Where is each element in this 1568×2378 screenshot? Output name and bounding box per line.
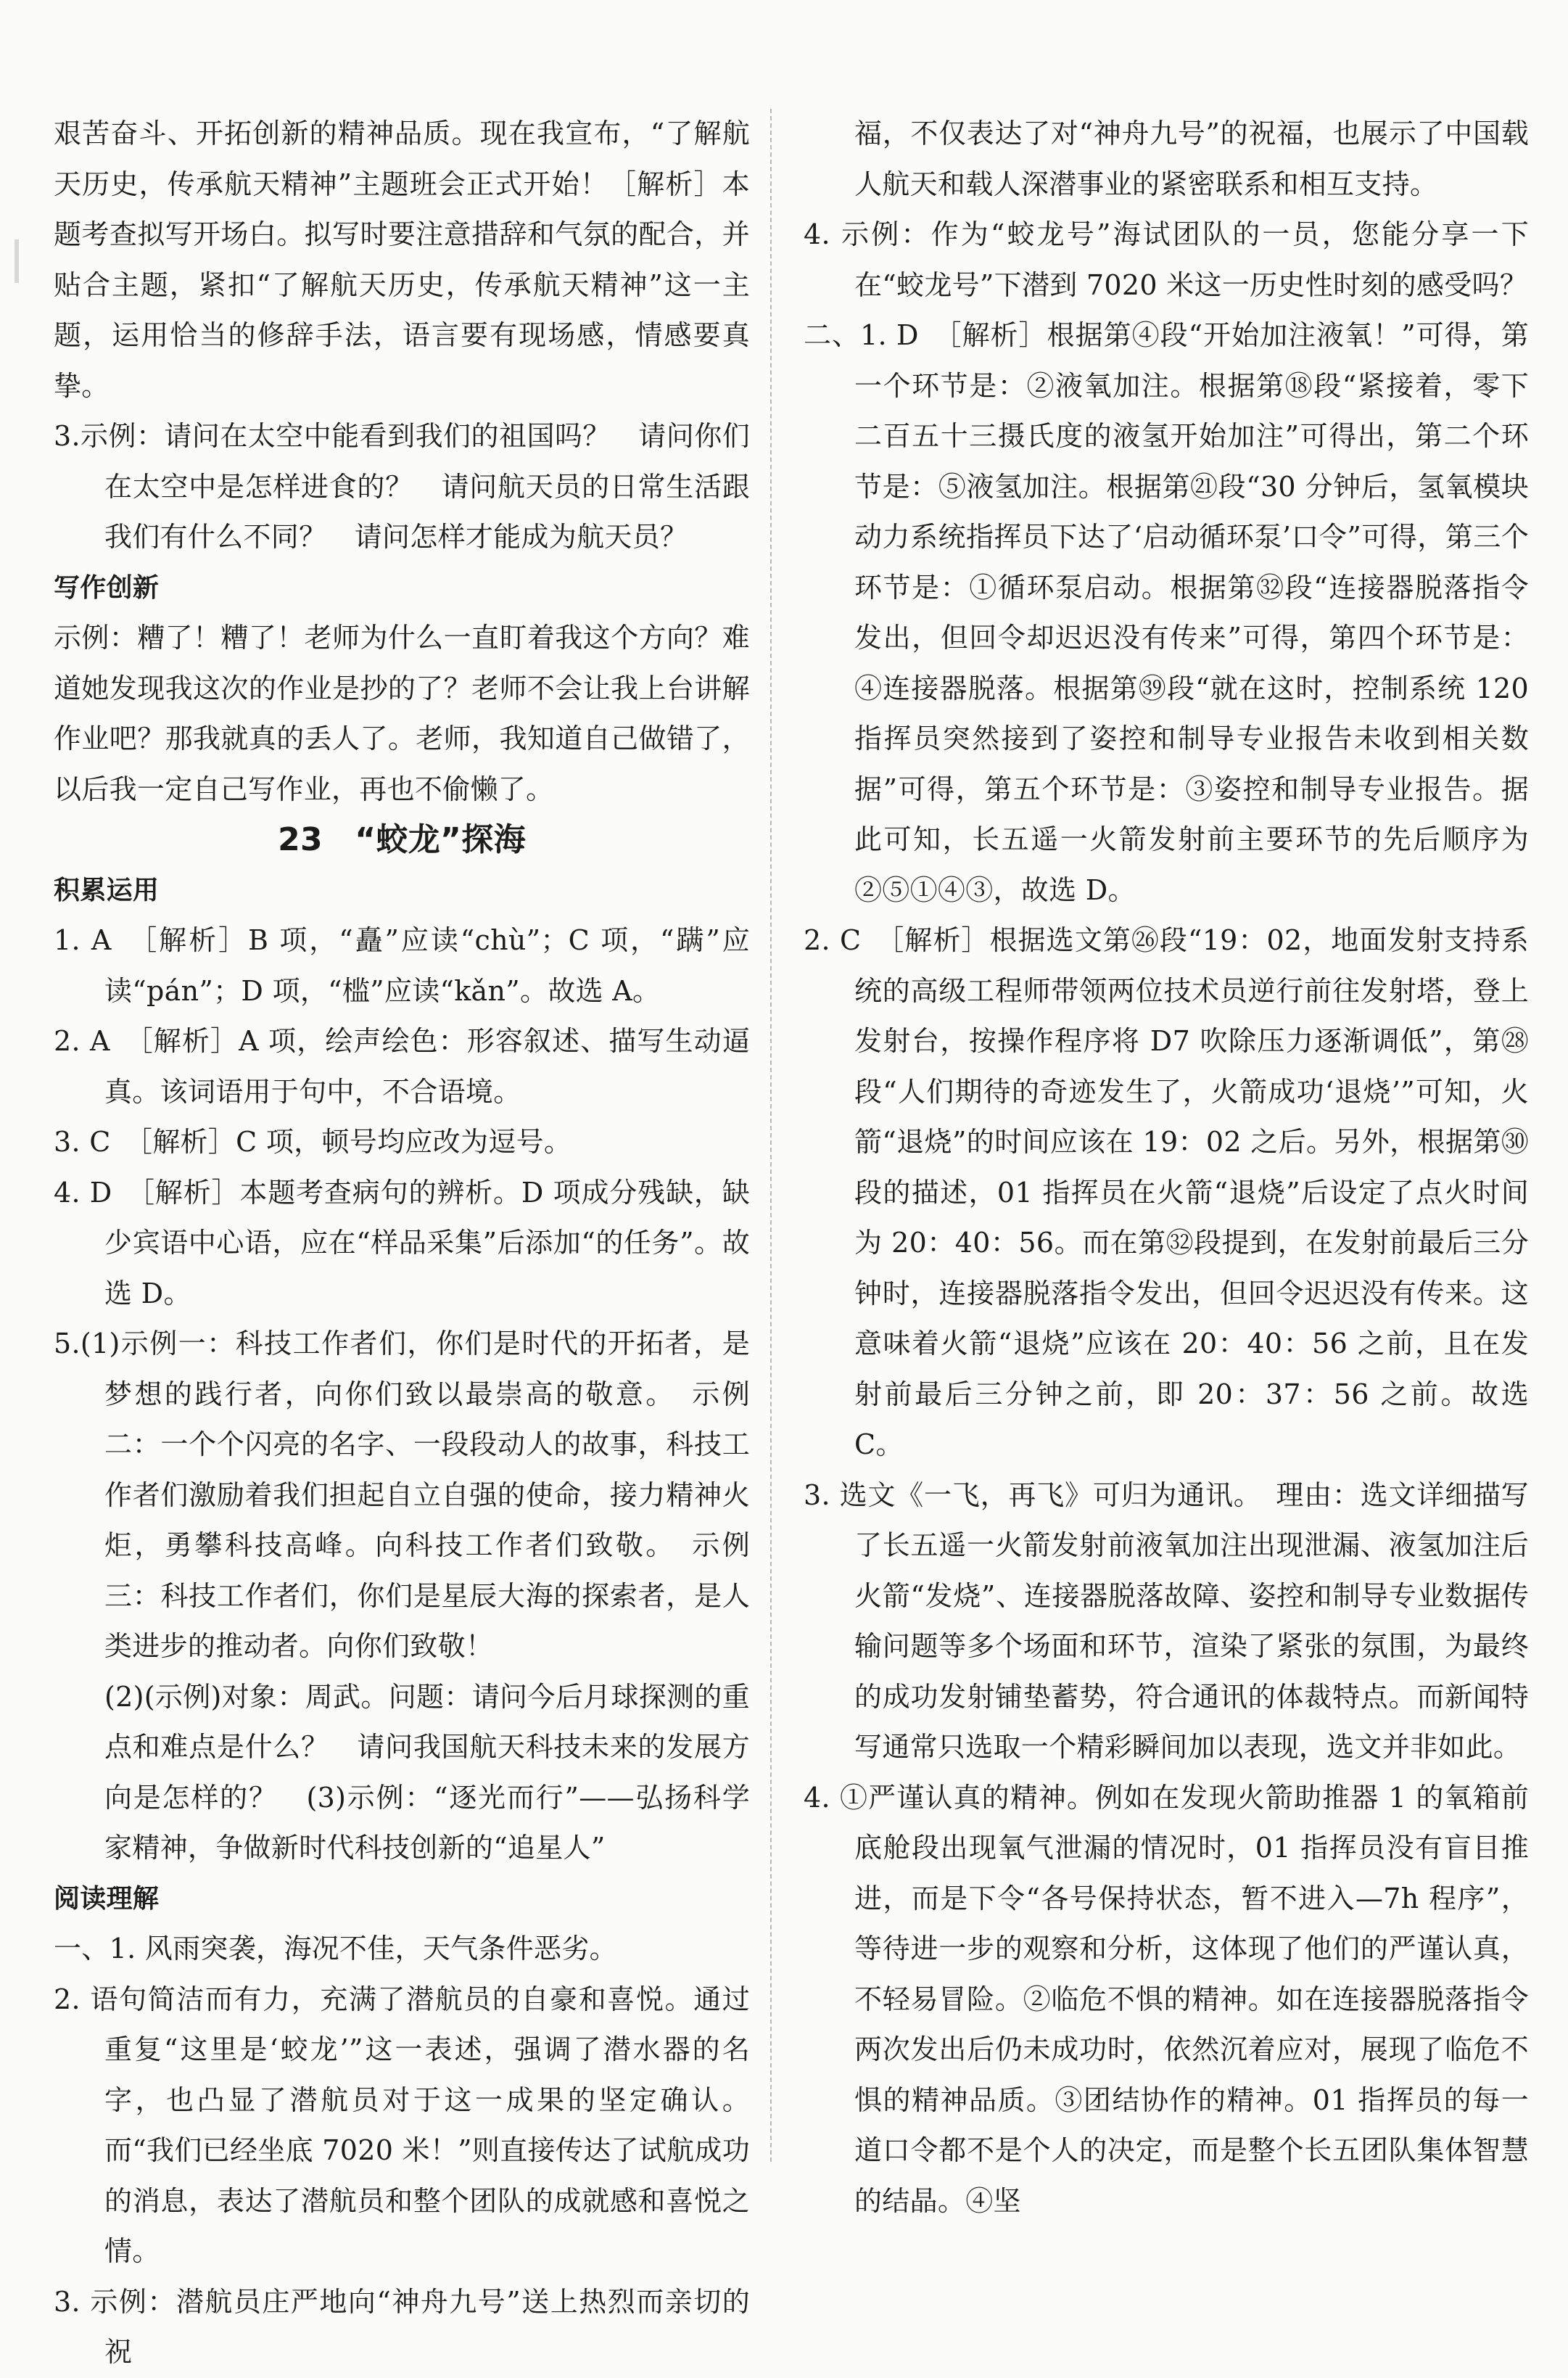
section2-question-3: 3. 选文《一飞，再飞》可归为通讯。 理由：选文详细描写了长五遥一火箭发射前液氧加注出现泄漏、液氢加注后火箭“发烧”、连接器脱落故障、姿控和制导专业数据传输问题等多个场面和环节，渲染了紧张的氛围，为最终的成功发射铺垫蓄势，符合通讯的体裁特点。而新闻特写通常只选取一个精彩瞬间加以表现，选文并非如此。 bbox=[804, 1478, 1529, 1763]
question-1: 1. A ［解析］B 项，“矗”应读“chù”；C 项，“蹒”应读“pán”；D 项，“槛”应读“kǎn”。故选 A。 bbox=[54, 924, 750, 1007]
reading-3-continuation: 福，不仅表达了对“神舟九号”的祝福，也展示了中国载人航天和载人深潜事业的紧密联系和相互支持。 bbox=[854, 118, 1529, 200]
reading-1: 一、1. 风雨突袭，海况不佳，天气条件恶劣。 bbox=[54, 1933, 617, 1964]
question-3: 3. C ［解析］C 项，顿号均应改为逗号。 bbox=[54, 1126, 572, 1158]
reading-3: 3. 示例：潜航员庄严地向“神舟九号”送上热烈而亲切的祝 bbox=[54, 2285, 750, 2368]
right-column bbox=[804, 109, 1529, 2226]
writing-heading: 写作创新 bbox=[54, 572, 160, 603]
reading-2: 2. 语句简洁而有力，充满了潜航员的自豪和喜悦。通过重复“这里是‘蛟龙’”这一表述，强调了潜水器的名字，也凸显了潜航员对于这一成果的坚定确认。而“我们已经坐底 7020 米！”则直接传达了试航成功的消息，表达了潜航员和整个团队的成就感和喜悦之情。 bbox=[54, 1983, 750, 2267]
reading-heading: 阅读理解 bbox=[54, 1883, 160, 1914]
writing-text: 示例：糟了！糟了！老师为什么一直盯着我这个方向？难道她发现我这次的作业是抄的了？老师不会让我上台讲解作业吧？那我就真的丢人了。老师，我知道自己做错了，以后我一定自己写作业，再也不偷懒了。 bbox=[54, 622, 750, 805]
section2-question-2: 2. C ［解析］根据选文第㉖段“19：02，地面发射支持系统的高级工程师带领两位技术员逆行前往发射塔，登上发射台，按操作程序将 D7 吹除压力逐渐调低”，第㉘段“人们期待的奇迹发生了，火箭成功‘退烧’”可知，火箭“退烧”的时间应该在 19：02 之后。另外，根据第㉚段的描述，01 指挥员在火箭“退烧”后设定了点火时间为 20：40：56。而在第㉜段提到，在发射前最后三分钟时，连接器脱落指令发出，但回令迟迟没有传来。这意味着火箭“退烧”应该在 20：40：56 之前，且在发射前最后三分钟之前，即 20：37：56 之前。故选 C。 bbox=[804, 924, 1529, 1460]
lesson-title: 23 “蛟龙”探海 bbox=[278, 821, 526, 858]
reading-4: 4. 示例：作为“蛟龙号”海试团队的一员，您能分享一下在“蛟龙号”下潜到 7020 米这一历史性时刻的感受吗？ bbox=[804, 218, 1529, 301]
question-5: 5.(1)示例一：科技工作者们，你们是时代的开拓者，是梦想的践行者，向你们致以最崇高的敬意。 示例二：一个个闪亮的名字、一段段动人的故事，科技工作者们激励着我们担起自立自强的使命，接力精神火炬，勇攀科技高峰。向科技工作者们致敬。 示例三：科技工作者们，你们是星辰大海的探索者，是人类进步的推动者。向你们致敬！ bbox=[54, 1328, 750, 1662]
section2-question-4: 4. ①严谨认真的精神。例如在发现火箭助推器 1 的氧箱前底舱段出现氧气泄漏的情况时，01 指挥员没有盲目推进，而是下令“各号保持状态，暂不进入—7h 程序”，等待进一步的观察和分析，这体现了他们的严谨认真，不轻易冒险。②临危不惧的精神。如在连接器脱落指令两次发出后仍未成功时，依然沉着应对，展现了临危不惧的精神品质。③团结协作的精神。01 指挥员的每一道口令都不是个人的决定，而是整个长五团队集体智慧的结晶。④坚 bbox=[804, 1781, 1529, 2217]
column-divider bbox=[770, 109, 772, 2162]
left-column bbox=[54, 109, 750, 2378]
page-edge-mark bbox=[15, 239, 19, 283]
intro-continuation: 艰苦奋斗、开拓创新的精神品质。现在我宣布，“了解航天历史，传承航天精神”主题班会正式开始！［解析］本题考查拟写开场白。拟写时要注意措辞和气氛的配合，并贴合主题，紧扣“了解航天历史，传承航天精神”这一主题，运用恰当的修辞手法，语言要有现场感，情感要真挚。 bbox=[54, 118, 750, 402]
question-2: 2. A ［解析］A 项，绘声绘色：形容叙述、描写生动逼真。该词语用于句中，不合语境。 bbox=[54, 1025, 750, 1108]
question-4: 4. D ［解析］本题考查病句的辨析。D 项成分残缺，缺少宾语中心语，应在“样品采集”后添加“的任务”。故选 D。 bbox=[54, 1176, 750, 1309]
item-3: 3.示例：请问在太空中能看到我们的祖国吗？ 请问你们在太空中是怎样进食的？ 请问航天员的日常生活跟我们有什么不同？ 请问怎样才能成为航天员？ bbox=[54, 420, 750, 553]
question-5-part-2: (2)(示例)对象：周武。问题：请问今后月球探测的重点和难点是什么？ 请问我国航天科技未来的发展方向是怎样的？ (3)示例：“逐光而行”——弘扬科学家精神，争做新时代科技创新的“追星人” bbox=[104, 1680, 750, 1864]
accumulate-heading: 积累运用 bbox=[54, 875, 160, 905]
section2-question-1: 二、1. D ［解析］根据第④段“开始加注液氧！”可得，第一个环节是：②液氧加注。根据第⑱段“紧接着，零下二百五十三摄氏度的液氢开始加注”可得出，第二个环节是：⑤液氢加注。根据第㉑段“30 分钟后，氢氧模块动力系统指挥员下达了‘启动循环泵’口令”可得，第三个环节是：①循环泵启动。根据第㉜段“连接器脱落指令发出，但回令却迟迟没有传来”可得，第四个环节是：④连接器脱落。根据第㊴段“就在这时，控制系统 120 指挥员突然接到了姿控和制导专业报告未收到相关数据”可得，第五个环节是：③姿控和制导专业报告。据此可知，长五遥一火箭发射前主要环节的先后顺序为②⑤①④③，故选 D。 bbox=[804, 319, 1529, 906]
